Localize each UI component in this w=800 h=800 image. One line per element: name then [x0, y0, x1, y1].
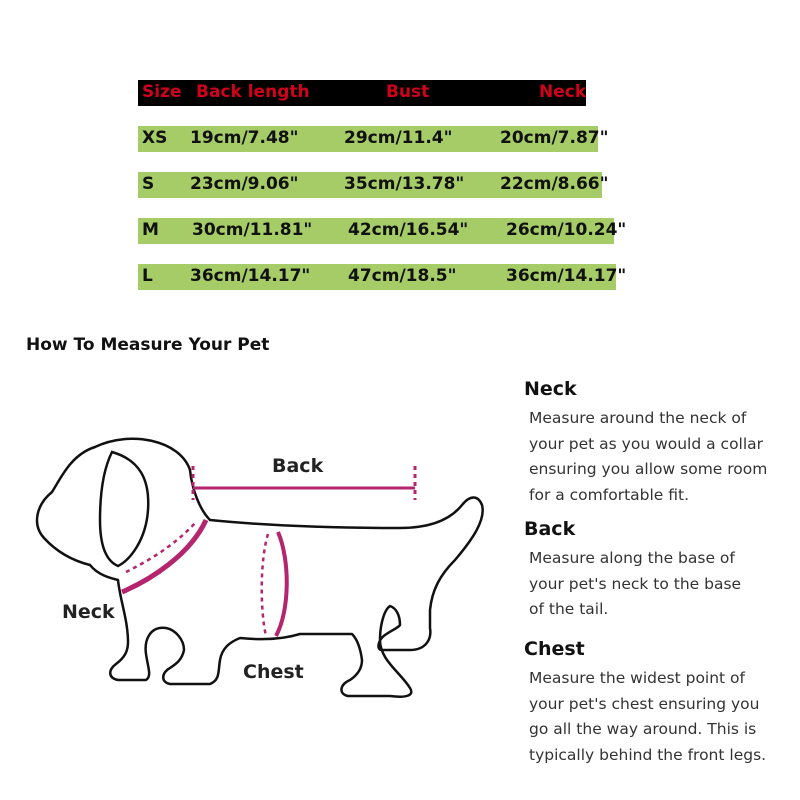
measure-title: How To Measure Your Pet: [26, 335, 270, 355]
chest-heading: Chest: [524, 638, 585, 660]
neck-cell: 22cm/8.66": [500, 174, 609, 194]
bust-cell: 47cm/18.5": [348, 266, 457, 286]
diagram-label-neck: Neck: [62, 601, 115, 623]
neck-line-3: ensuring you allow some room: [529, 460, 768, 478]
back-length-cell: 23cm/9.06": [190, 174, 299, 194]
size-cell: S: [142, 174, 155, 194]
neck-cell: 36cm/14.17": [506, 266, 627, 286]
chest-line-4: typically behind the front legs.: [529, 745, 767, 764]
back-line-1: Measure along the base of: [529, 549, 735, 567]
size-row-l: [138, 264, 627, 290]
neck-description: [529, 406, 786, 508]
back-length-cell: 30cm/11.81": [192, 220, 313, 240]
chest-instructions: [524, 638, 786, 768]
size-table-header: [138, 80, 586, 106]
neck-line-4: for a comfortable fit.: [529, 485, 690, 504]
size-cell: XS: [142, 128, 168, 148]
chest-line-1: Measure the widest point of: [529, 669, 746, 687]
bust-cell: 35cm/13.78": [344, 174, 465, 194]
back-instructions: [524, 518, 786, 623]
neck-heading: Neck: [524, 378, 577, 400]
size-row-xs: [138, 126, 609, 152]
size-cell: L: [142, 266, 153, 286]
neck-instructions: [524, 378, 786, 508]
header-bust: Bust: [386, 82, 430, 102]
size-row-s: [138, 172, 609, 198]
diagram-label-back: Back: [272, 455, 324, 477]
header-back-length: Back length: [196, 82, 310, 102]
chest-line-2: your pet's chest ensuring you: [529, 694, 760, 713]
neck-cell: 20cm/7.87": [500, 128, 609, 148]
header-neck: Neck: [539, 82, 587, 102]
size-row-m: [138, 218, 627, 244]
size-cell: M: [142, 220, 159, 240]
neck-line-2: your pet as you would a collar: [529, 434, 764, 453]
bust-cell: 29cm/11.4": [344, 128, 453, 148]
bust-cell: 42cm/16.54": [348, 220, 469, 240]
back-length-cell: 36cm/14.17": [190, 266, 311, 286]
chest-description: [529, 666, 786, 768]
back-description: [529, 546, 786, 623]
back-line-3: of the tail.: [529, 600, 609, 618]
back-line-2: your pet's neck to the base: [529, 574, 742, 593]
back-heading: Back: [524, 518, 576, 540]
chest-line-3: go all the way around. This is: [529, 720, 757, 738]
neck-line-1: Measure around the neck of: [529, 409, 747, 427]
header-size: Size: [142, 82, 182, 102]
back-length-cell: 19cm/7.48": [190, 128, 299, 148]
diagram-label-chest: Chest: [243, 661, 304, 683]
dog-measure-diagram: [0, 360, 520, 720]
neck-cell: 26cm/10.24": [506, 220, 627, 240]
